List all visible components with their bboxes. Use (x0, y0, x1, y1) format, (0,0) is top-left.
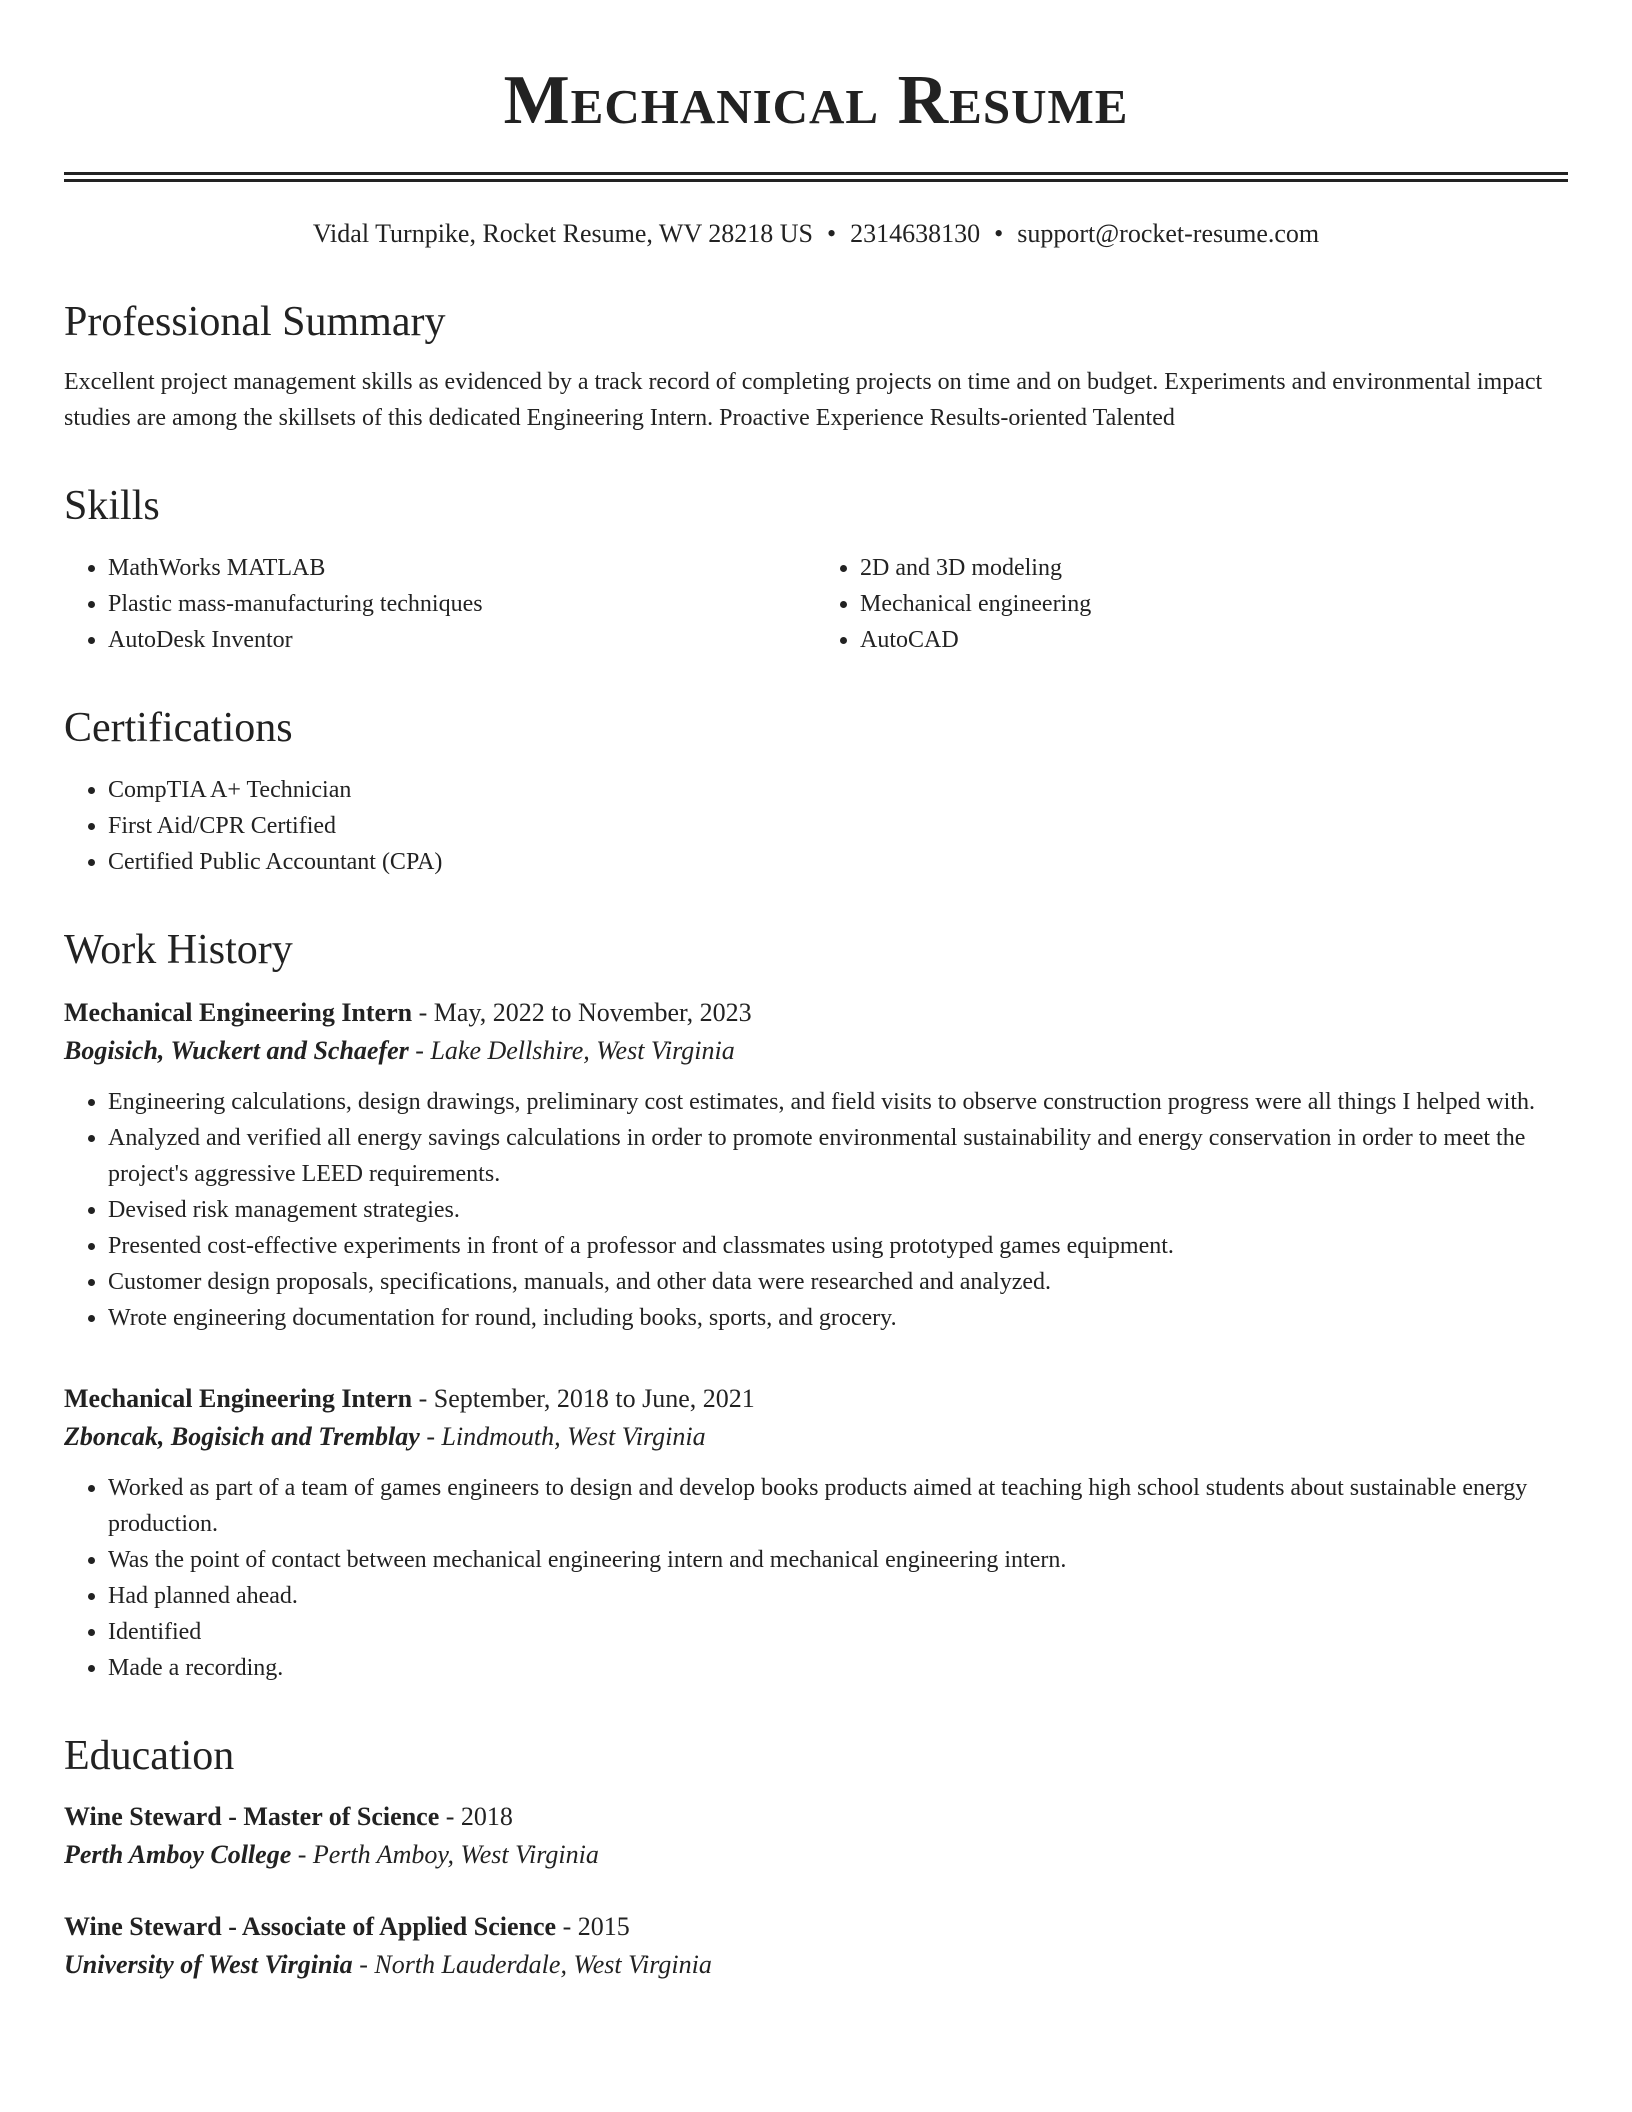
skill-item: • Mechanical engineering (860, 586, 1568, 622)
education-entry (64, 1798, 1568, 1874)
job-location: - Lindmouth, West Virginia (419, 1422, 706, 1451)
work-history-heading: Work History (64, 927, 293, 973)
job-title-line (64, 994, 1568, 1032)
resume-name: Mechanical Resume (503, 62, 1129, 139)
certifications-list (64, 772, 1568, 880)
certification-item: • CompTIA A+ Technician (108, 772, 1568, 808)
job-bullet: • Customer design proposals, specifications, manuals, and other data were researched and analyzed. (108, 1264, 1568, 1300)
contact-address: Vidal Turnpike, Rocket Resume, WV 28218 US (312, 219, 813, 248)
job-bullet: • Made a recording. (108, 1650, 1568, 1686)
contact-line (64, 216, 1568, 252)
contact-email: support@rocket-resume.com (1017, 219, 1320, 248)
job-bullet: • Analyzed and verified all energy savings calculations in order to promote environmental sustainability and energy conservation in order to meet the project's aggressive LEED requirements. (108, 1120, 1568, 1192)
skills-heading: Skills (64, 483, 160, 529)
education-school: Perth Amboy College (64, 1840, 292, 1869)
education-school-line (64, 1946, 1568, 1984)
summary-text: Excellent project management skills as evidenced by a track record of completing projects on time and on budget. Experiments and environmental impact studies are among the skillsets of this dedicated Engineering Intern. Proactive Experience Results-oriented Talented (64, 369, 1543, 431)
job-title-line (64, 1380, 1568, 1418)
job-bullet: • Engineering calculations, design drawings, preliminary cost estimates, and field visits to observe construction progress were all things I helped with. (108, 1084, 1568, 1120)
skills-list-right (816, 550, 1568, 658)
education-entry (64, 1908, 1568, 1984)
education-school-line (64, 1836, 1568, 1874)
education-degree: Wine Steward - Associate of Applied Science (64, 1912, 557, 1941)
job-title: Mechanical Engineering Intern (64, 998, 413, 1027)
education-degree-line (64, 1798, 1568, 1836)
job-bullet: • Identified (108, 1614, 1568, 1650)
job-location: - Lake Dellshire, West Virginia (408, 1036, 735, 1065)
certifications-heading: Certifications (64, 705, 293, 751)
job-bullet: • Was the point of contact between mechanical engineering intern and mechanical engineering intern. (108, 1542, 1568, 1578)
header-double-rule (64, 172, 1568, 182)
resume-page (64, 0, 1568, 1984)
skill-item: • MathWorks MATLAB (108, 550, 816, 586)
education-degree: Wine Steward - Master of Science (64, 1802, 440, 1831)
job-title: Mechanical Engineering Intern (64, 1384, 413, 1413)
summary-section (64, 296, 1568, 436)
education-year: - 2015 (556, 1912, 630, 1941)
job-entry (64, 994, 1568, 1336)
job-bullet: • Presented cost-effective experiments in front of a professor and classmates using prototyped games equipment. (108, 1228, 1568, 1264)
contact-phone: 2314638130 (850, 219, 981, 248)
skill-item: • 2D and 3D modeling (860, 550, 1568, 586)
education-location: - Perth Amboy, West Virginia (291, 1840, 599, 1869)
job-bullets (64, 1084, 1568, 1336)
skill-item: • AutoDesk Inventor (108, 622, 816, 658)
job-bullet: • Wrote engineering documentation for round, including books, sports, and grocery. (108, 1300, 1568, 1336)
contact-separator: • (827, 219, 837, 248)
contact-separator: • (994, 219, 1004, 248)
education-degree-line (64, 1908, 1568, 1946)
education-school: University of West Virginia (64, 1950, 353, 1979)
skill-item: • AutoCAD (860, 622, 1568, 658)
summary-heading: Professional Summary (64, 299, 446, 345)
certification-item: • First Aid/CPR Certified (108, 808, 1568, 844)
education-heading: Education (64, 1733, 235, 1779)
skill-item: • Plastic mass-manufacturing techniques (108, 586, 816, 622)
work-history-section (64, 924, 1568, 1686)
job-company-line (64, 1418, 1568, 1456)
job-company: Zboncak, Bogisich and Tremblay (64, 1422, 420, 1451)
job-company-line (64, 1032, 1568, 1070)
job-entry (64, 1380, 1568, 1686)
job-bullet: • Worked as part of a team of games engineers to design and develop books products aimed at teaching high school students about sustainable energy production. (108, 1470, 1568, 1542)
education-location: - North Lauderdale, West Virginia (352, 1950, 712, 1979)
job-dates: - May, 2022 to November, 2023 (412, 998, 752, 1027)
skills-columns (64, 550, 1568, 658)
certification-item: • Certified Public Accountant (CPA) (108, 844, 1568, 880)
education-section (64, 1730, 1568, 1984)
job-bullet: • Devised risk management strategies. (108, 1192, 1568, 1228)
job-company: Bogisich, Wuckert and Schaefer (64, 1036, 409, 1065)
job-dates: - September, 2018 to June, 2021 (412, 1384, 755, 1413)
skills-list-left (64, 550, 816, 658)
skills-section (64, 480, 1568, 658)
certifications-section (64, 702, 1568, 880)
job-bullets (64, 1470, 1568, 1686)
job-bullet: • Had planned ahead. (108, 1578, 1568, 1614)
education-year: - 2018 (439, 1802, 513, 1831)
